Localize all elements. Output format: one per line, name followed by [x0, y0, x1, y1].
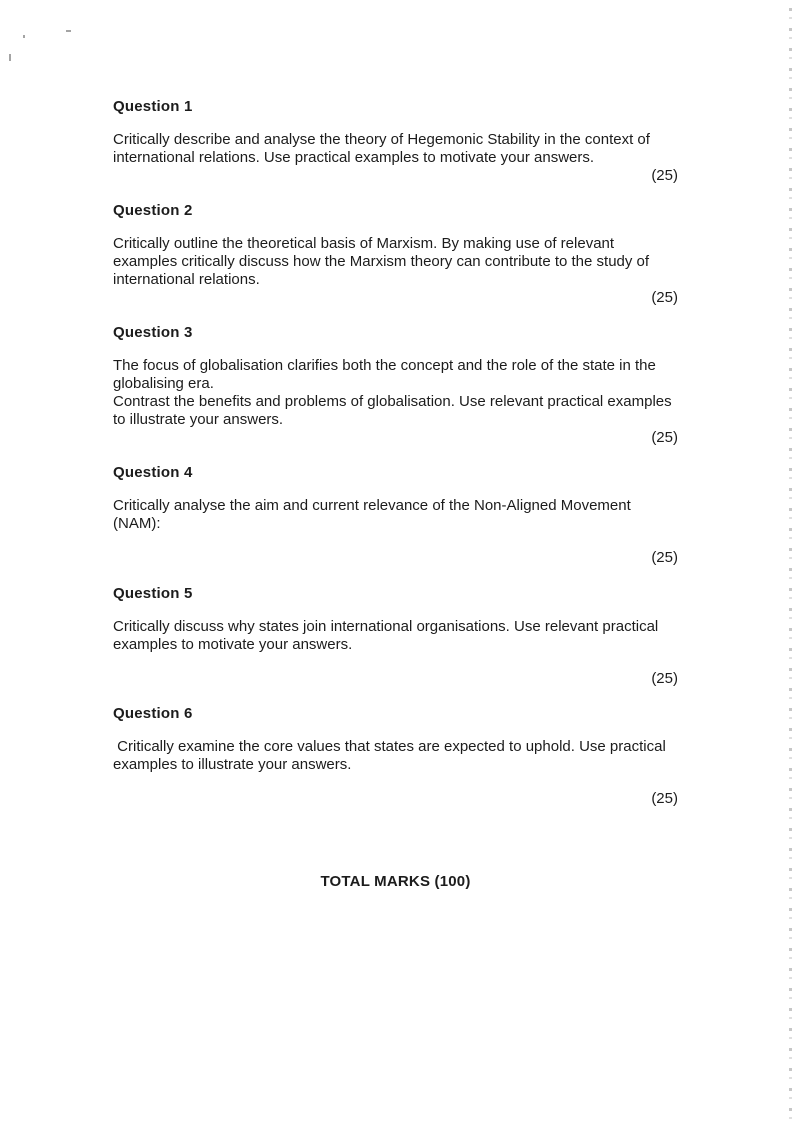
question-text-line: Critically discuss why states join international organisations. Use relevant practical: [113, 618, 659, 635]
question-marks: (25): [651, 790, 678, 807]
question-text-line: The focus of globalisation clarifies both the concept and the role of the state in the: [113, 357, 656, 374]
question-text-line: (NAM):: [113, 515, 161, 532]
question-text-line: examples to motivate your answers.: [113, 636, 353, 653]
question-text: [113, 357, 678, 429]
scan-speck: [66, 30, 71, 32]
question-block: [113, 98, 678, 185]
question-block: [113, 324, 678, 447]
exam-question-list: [113, 98, 678, 891]
question-text: [113, 131, 678, 167]
question-heading: Question 4: [113, 464, 193, 481]
question-heading: Question 5: [113, 585, 193, 602]
question-heading: Question 2: [113, 202, 193, 219]
question-marks: (25): [651, 167, 678, 184]
question-text-line: Critically analyse the aim and current relevance of the Non-Aligned Movement: [113, 497, 631, 514]
question-marks: (25): [651, 549, 678, 566]
question-text: [113, 618, 678, 654]
question-marks: (25): [651, 670, 678, 687]
question-text-line: Critically outline the theoretical basis of Marxism. By making use of relevant: [113, 235, 615, 252]
question-text: [113, 235, 678, 289]
question-text: [113, 497, 678, 533]
question-block: [113, 202, 678, 307]
question-marks: (25): [651, 429, 678, 446]
scan-speck: [9, 54, 11, 61]
question-block: [113, 464, 678, 567]
question-text-line: Contrast the benefits and problems of globalisation. Use relevant practical examples: [113, 393, 672, 410]
scan-edge-artifacts: [789, 8, 792, 1119]
question-text-line: examples to illustrate your answers.: [113, 756, 352, 773]
question-text-line: international relations. Use practical examples to motivate your answers.: [113, 149, 595, 166]
question-marks: (25): [651, 289, 678, 306]
question-heading: Question 3: [113, 324, 193, 341]
question-text-line: Critically describe and analyse the theory of Hegemonic Stability in the context of: [113, 131, 650, 148]
question-text-line: Critically examine the core values that states are expected to uphold. Use practical: [113, 738, 666, 755]
question-text-line: globalising era.: [113, 375, 214, 392]
question-text-line: international relations.: [113, 271, 260, 288]
scan-speck: [23, 35, 25, 38]
question-text: [113, 738, 678, 774]
question-block: [113, 585, 678, 688]
question-heading: Question 1: [113, 98, 193, 115]
questions-container: [113, 98, 678, 825]
question-block: [113, 705, 678, 808]
question-text-line: to illustrate your answers.: [113, 411, 284, 428]
question-heading: Question 6: [113, 705, 193, 722]
total-marks: TOTAL MARKS (100): [320, 873, 471, 890]
question-text-line: examples critically discuss how the Marxism theory can contribute to the study of: [113, 253, 650, 270]
